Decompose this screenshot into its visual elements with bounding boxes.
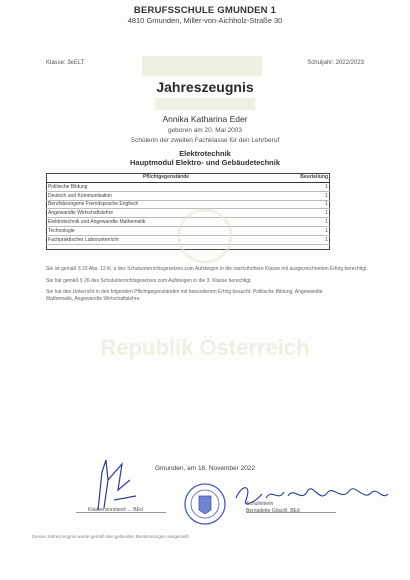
grade-row	[46, 183, 330, 192]
class-label: Klasse: 3eELT	[46, 60, 85, 66]
note-3b: Mathematik, Angewandte Wirtschaftslehre.	[46, 296, 141, 302]
grades-header-grade: Beurteilung	[286, 173, 330, 183]
footer-note: Dieses Jahreszeugnis wurde gemäß den geltenden Bestimmungen ausgestellt.	[32, 534, 190, 539]
grade-value: 1	[286, 235, 330, 244]
grade-value: 1	[286, 200, 330, 209]
grade-subject: Berufsbezogene Fremdsprache Englisch	[46, 200, 286, 209]
school-year: Schuljahr: 2022/2023	[307, 60, 364, 66]
grade-subject: Angewandte Wirtschaftslehre	[46, 209, 286, 218]
document-title: Jahreszeugnis	[156, 79, 254, 95]
signer-right-role: Schulleiterin	[246, 501, 274, 507]
class-description: Schülerin der zweiten Fachklasse für den Lehrberuf	[130, 137, 280, 144]
school-address: 4810 Gmunden, Miller-von-Aichholz-Straße 30	[127, 16, 283, 25]
grade-subject: Politische Bildung	[46, 183, 286, 192]
grades-header-subjects: Pflichtgegenstände	[46, 173, 286, 183]
birth-date: geboren am 20. Mai 2003	[167, 127, 243, 134]
note-1: Sie ist gemäß § 22 Abs. 12 lit. a des Schulunterrichtsgesetzes zum Aufsteigen in die nächsthöhere Klasse mit ausgezeichnetem Erfolg berechtigt.	[46, 266, 368, 272]
crest-icon	[175, 206, 235, 266]
grade-value: 1	[286, 218, 330, 227]
note-3a: Sie hat den Unterricht in den folgenden Pflichtgegenständen mit besonderem Erfolg besucht: Politische Bildung, Angewandte	[46, 289, 323, 295]
watermark-table	[0, 206, 410, 271]
watermark-shape	[155, 96, 255, 112]
note-2: Sie hat gemäß § 26 des Schulunterrichtsgesetzes zum Aufsteigen in die 3. Klasse berechtigt.	[46, 278, 252, 284]
grade-subject: Fachpraktischer Laborunterricht	[46, 235, 286, 244]
grade-value: 1	[286, 226, 330, 235]
grade-value: 1	[286, 209, 330, 218]
subject-line-2: Hauptmodul Elektro- und Gebäudetechnik	[129, 158, 280, 167]
grade-row	[46, 191, 330, 200]
signer-right: Bernadette Göschl, BEd	[246, 508, 300, 514]
place-date: Gmunden, am 18. November 2022	[154, 465, 256, 472]
subject-line-1: Elektrotechnik	[179, 149, 231, 158]
grade-subject: Deutsch und Kommunikation	[46, 191, 286, 200]
school-name: BERUFSSCHULE GMUNDEN 1	[133, 5, 277, 16]
signer-left: Klassenvorstand: ... BEd	[88, 507, 143, 513]
grade-value: 1	[286, 191, 330, 200]
grade-subject: Technologie	[46, 226, 286, 235]
watermark-graphic	[142, 52, 262, 80]
official-stamp	[183, 482, 227, 526]
student-name: Annika Katharina Eder	[162, 114, 248, 124]
watermark-republic: Republik Österreich	[100, 335, 310, 360]
grade-subject: Elektrotechnik und Angewandte Mathematik	[46, 218, 286, 227]
grade-value: 1	[286, 183, 330, 192]
